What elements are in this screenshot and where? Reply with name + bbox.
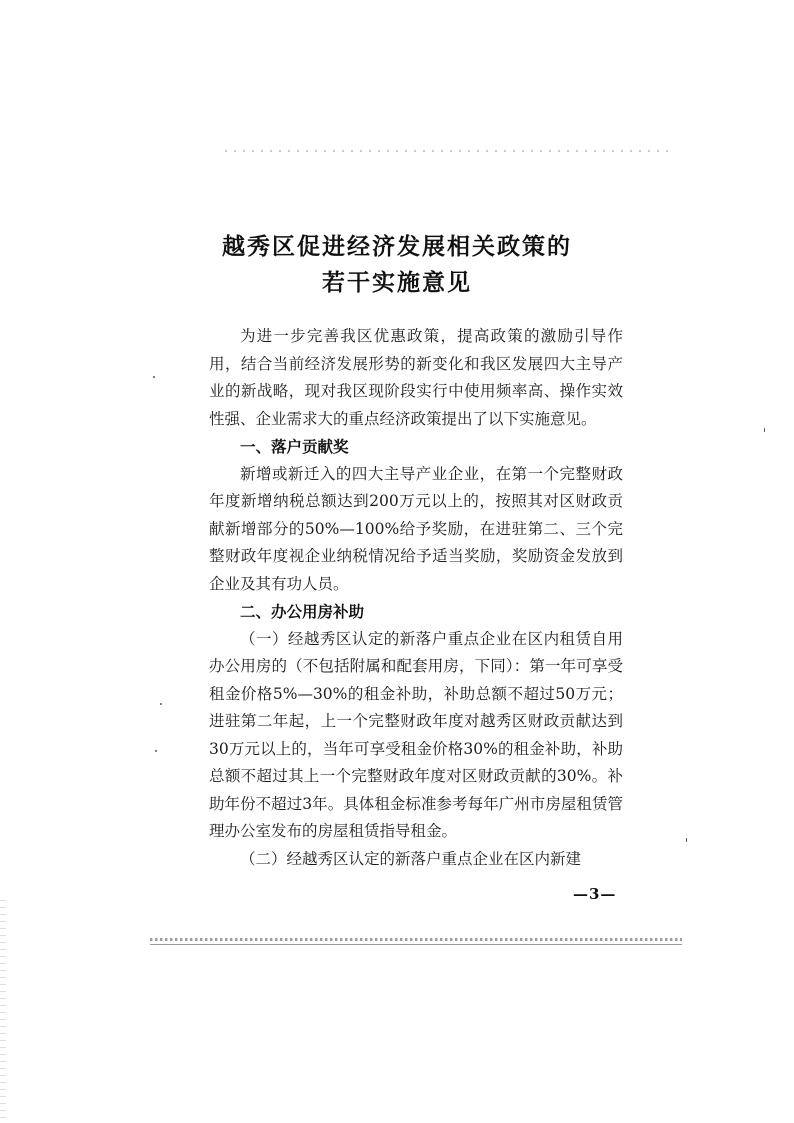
scan-noise-left-edge xyxy=(0,900,6,1123)
scan-noise-bottom xyxy=(150,938,682,941)
scan-speck xyxy=(764,428,765,432)
scan-speck xyxy=(155,750,157,752)
section-1-heading: 一、落户贡献奖 xyxy=(240,437,349,456)
document-title-line-1: 越秀区促进经济发展相关政策的 xyxy=(222,233,572,260)
scan-speck xyxy=(160,703,162,705)
page-bottom-rule xyxy=(150,944,682,945)
intro-paragraph: 为进一步完善我区优惠政策，提高政策的激励引导作用，结合当前经济发展形势的新变化和我区发展四大主导产业的新战略，现对我区现阶段实行中使用频率高、操作实效性强、企业需求大的重点经济政策提出了以下实施意见。 xyxy=(209,327,623,428)
page-number: —3— xyxy=(573,885,617,903)
section-2-item-2: （二）经越秀区认定的新落户重点企业在区内新建 xyxy=(240,849,582,868)
scan-speck xyxy=(686,838,687,842)
section-2-heading: 二、办公用房补助 xyxy=(240,602,365,621)
section-2-item-1: （一）经越秀区认定的新落户重点企业在区内租赁自用办公用房的（不包括附属和配套用房，下同）：第一年可享受租金价格5%—30%的租金补助，补助总额不超过50万元；进驻第二年起，上一个完整财政年度对越秀区财政贡献达到30万元以上的，当年可享受租金价格30%的租金补助，补助总额不超过其上一个完整财政年度对区财政贡献的30%。补助年份不超过3年。具体租金标准参考每年广州市房屋租赁管理办公室发布的房屋租赁指导租金。 xyxy=(209,629,623,840)
scan-noise-top xyxy=(225,150,670,152)
document-title-line-2: 若干实施意见 xyxy=(322,269,472,296)
document-body xyxy=(209,323,623,873)
scan-speck xyxy=(153,376,155,378)
section-1-paragraph: 新增或新迁入的四大主导产业企业，在第一个完整财政年度新增纳税总额达到200万元以上的，按照其对区财政贡献新增部分的50%—100%给予奖励，在进驻第二、三个完整财政年度视企业纳税情况给予适当奖励，奖励资金发放到企业及其有功人员。 xyxy=(209,464,623,593)
